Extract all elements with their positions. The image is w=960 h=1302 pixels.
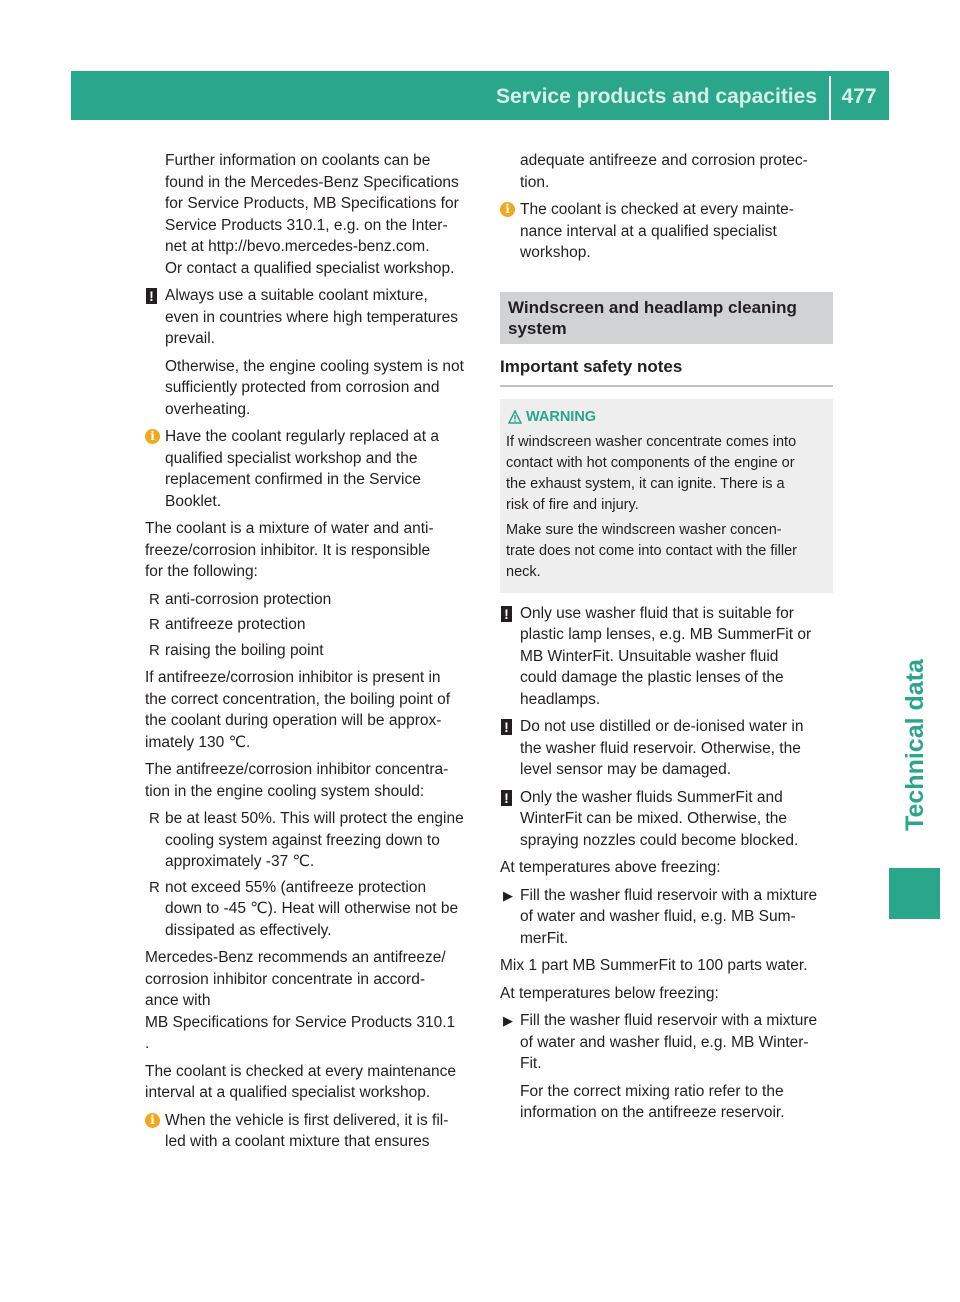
text-line: interval at a qualified specialist workshop. [145,1084,431,1101]
text-line: Have the coolant regularly replaced at a [165,428,439,445]
action-step [500,1010,833,1124]
mix-text: Mix 1 part MB SummerFit to 100 parts water. [500,957,808,974]
text-line: Service Products 310.1, e.g. on the Inter- [165,216,448,234]
text-line: adequate antifreeze and corrosion protec- [520,152,808,169]
text-line: trate does not come into contact with the filler [506,542,797,559]
text-line: spraying nozzles could become blocked. [520,831,799,849]
bullet-icon: R [149,810,160,827]
text-line: Make sure the windscreen washer concen- [506,521,782,538]
paragraph [145,947,478,1055]
warning-triangle-icon [508,410,522,424]
paragraph [145,1061,478,1104]
paragraph [145,518,478,583]
text-line: Fit. [520,1055,542,1072]
caution-note [500,716,833,781]
text-line: . [145,1035,150,1052]
list-item-text: anti-corrosion protection [165,590,332,608]
text-line: not exceed 55% (antifreeze protection [165,878,427,896]
intro-paragraph [145,150,478,279]
exclamation-icon: ! [501,719,512,735]
text-line: Fill the washer fluid reservoir with a mixture [520,1012,818,1029]
text-line: ance with [145,992,211,1009]
bullet-list [145,589,478,662]
text-line: could damage the plastic lenses of the [520,669,784,686]
text-line: For the correct mixing ratio refer to the [520,1082,784,1100]
bullet-icon: R [149,590,160,608]
paragraph [145,759,478,802]
info-icon: i [145,1113,160,1128]
text-line: Booklet. [165,492,222,510]
subsection-heading: Important safety notes [500,356,833,387]
warning-title [506,407,827,428]
text-line: qualified specialist workshop and the [165,449,418,467]
text-line: The coolant is checked at every mainte- [520,201,794,218]
text-line: even in countries where high temperatures [165,308,458,326]
text-line: If windscreen washer concentrate comes into [506,433,797,450]
text-line: The coolant is a mixture of water and anti- [145,520,434,537]
text-line: replacement confirmed in the Service [165,471,421,488]
text-line: net at http://bevo.mercedes-benz.com. [165,238,430,255]
side-tab-marker [889,868,940,919]
paragraph [145,667,478,753]
exclamation-icon: ! [501,790,512,806]
text-line: the exhaust system, it can ignite. There is a [506,475,785,492]
caution-note [145,285,478,420]
condition-text: At temperatures above freezing: [500,859,721,876]
exclamation-icon: ! [501,606,512,622]
text-line: Always use a suitable coolant mixture, [165,287,428,304]
action-arrow-icon: ▶ [503,1013,513,1028]
text-line: risk of fire and injury. [506,496,639,513]
warning-box [500,399,833,593]
text-line: Only the washer fluids SummerFit and [520,788,783,806]
caution-note [500,603,833,711]
text-line: If antifreeze/corrosion inhibitor is present in [145,669,441,686]
exclamation-icon: ! [146,288,157,304]
text-line: for Service Products, MB Specifications for [165,195,459,212]
text-line: When the vehicle is first delivered, it is fil- [165,1111,449,1129]
text-line: the correct concentration, the boiling point of [145,690,451,708]
text-line: prevail. [165,330,215,347]
text-line: approximately -37 ℃. [165,853,315,870]
info-note [145,1110,478,1153]
caution-note [500,787,833,852]
text-line: Do not use distilled or de-ionised water in [520,718,804,735]
list-item-text: antifreeze protection [165,616,306,633]
action-step [500,885,833,950]
text-line: Only use washer fluid that is suitable for [520,604,794,622]
left-column [145,150,478,1159]
text-line: Further information on coolants can be [165,152,431,169]
text-line: merFit. [520,929,569,947]
section-heading [500,292,833,344]
text-line: sufficiently protected from corrosion and [165,379,440,396]
text-line: for the following: [145,563,258,580]
text-line: MB Specifications for Service Products 310.1 [145,1013,456,1031]
text-line: workshop. [520,244,591,261]
right-column [500,150,833,1130]
text-line: Or contact a qualified specialist workshop. [165,259,455,277]
list-item [145,614,478,636]
text-line: the coolant during operation will be approx- [145,712,442,729]
section-title: Service products and capacities [496,85,817,108]
heading-line: Windscreen and headlamp cleaning [508,297,797,317]
text-line: information on the antifreeze reservoir. [520,1104,785,1121]
text-line: of water and washer fluid, e.g. MB Sum- [520,908,796,925]
text-line: dissipated as effectively. [165,921,332,939]
text-line: corrosion inhibitor concentrate in accord- [145,970,425,988]
text-line: The antifreeze/corrosion inhibitor concentra- [145,761,449,778]
text-line: contact with hot components of the engine or [506,454,795,471]
text-line: freeze/corrosion inhibitor. It is responsible [145,541,431,559]
text-line: WinterFit can be mixed. Otherwise, the [520,810,788,827]
text-line: Mercedes-Benz recommends an antifreeze/ [145,949,446,966]
list-item-text: raising the boiling point [165,641,324,659]
continued-paragraph [500,150,833,193]
text-line: found in the Mercedes-Benz Specifications [165,173,459,191]
side-label [903,640,927,850]
info-icon: i [500,202,515,217]
text-line: neck. [506,563,541,580]
text-line: cooling system against freezing down to [165,831,440,849]
text-line: led with a coolant mixture that ensures [165,1133,430,1150]
page-number: 477 [841,85,877,108]
list-item [145,808,478,873]
list-item [145,589,478,611]
text-line: Fill the washer fluid reservoir with a mixture [520,886,818,904]
condition-text: At temperatures below freezing: [500,984,719,1002]
text-line: imately 130 ℃. [145,733,251,751]
header-divider [829,76,831,120]
info-icon: i [145,429,160,444]
list-item [145,640,478,662]
text-line: of water and washer fluid, e.g. MB Winter- [520,1033,809,1051]
text-line: headlamps. [520,690,601,708]
text-line: Otherwise, the engine cooling system is not [165,357,464,375]
text-line: The coolant is checked at every maintenance [145,1062,457,1080]
action-arrow-icon: ▶ [503,887,513,903]
bullet-icon: R [149,616,160,633]
info-note [500,199,833,264]
warning-label: WARNING [526,408,597,425]
bullet-icon: R [149,878,160,896]
warning-paragraph [506,432,827,516]
text-line: MB WinterFit. Unsuitable washer fluid [520,647,779,665]
text-line: tion in the engine cooling system should: [145,782,425,800]
text-line: plastic lamp lenses, e.g. MB SummerFit or [520,626,812,643]
list-item [145,877,478,942]
warning-paragraph [506,520,827,583]
bullet-icon: R [149,641,160,659]
text-line: down to -45 ℃). Heat will otherwise not be [165,900,459,917]
text-line: nance interval at a qualified specialist [520,222,777,240]
bullet-list [145,808,478,941]
text-line: level sensor may be damaged. [520,761,732,778]
heading-line: system [508,318,567,338]
side-label-text: Technical data [901,659,929,831]
text-line: tion. [520,173,550,191]
info-note [145,426,478,512]
text-line: the washer fluid reservoir. Otherwise, the [520,739,801,757]
text-line: be at least 50%. This will protect the engine [165,810,464,827]
text-line: overheating. [165,400,251,418]
